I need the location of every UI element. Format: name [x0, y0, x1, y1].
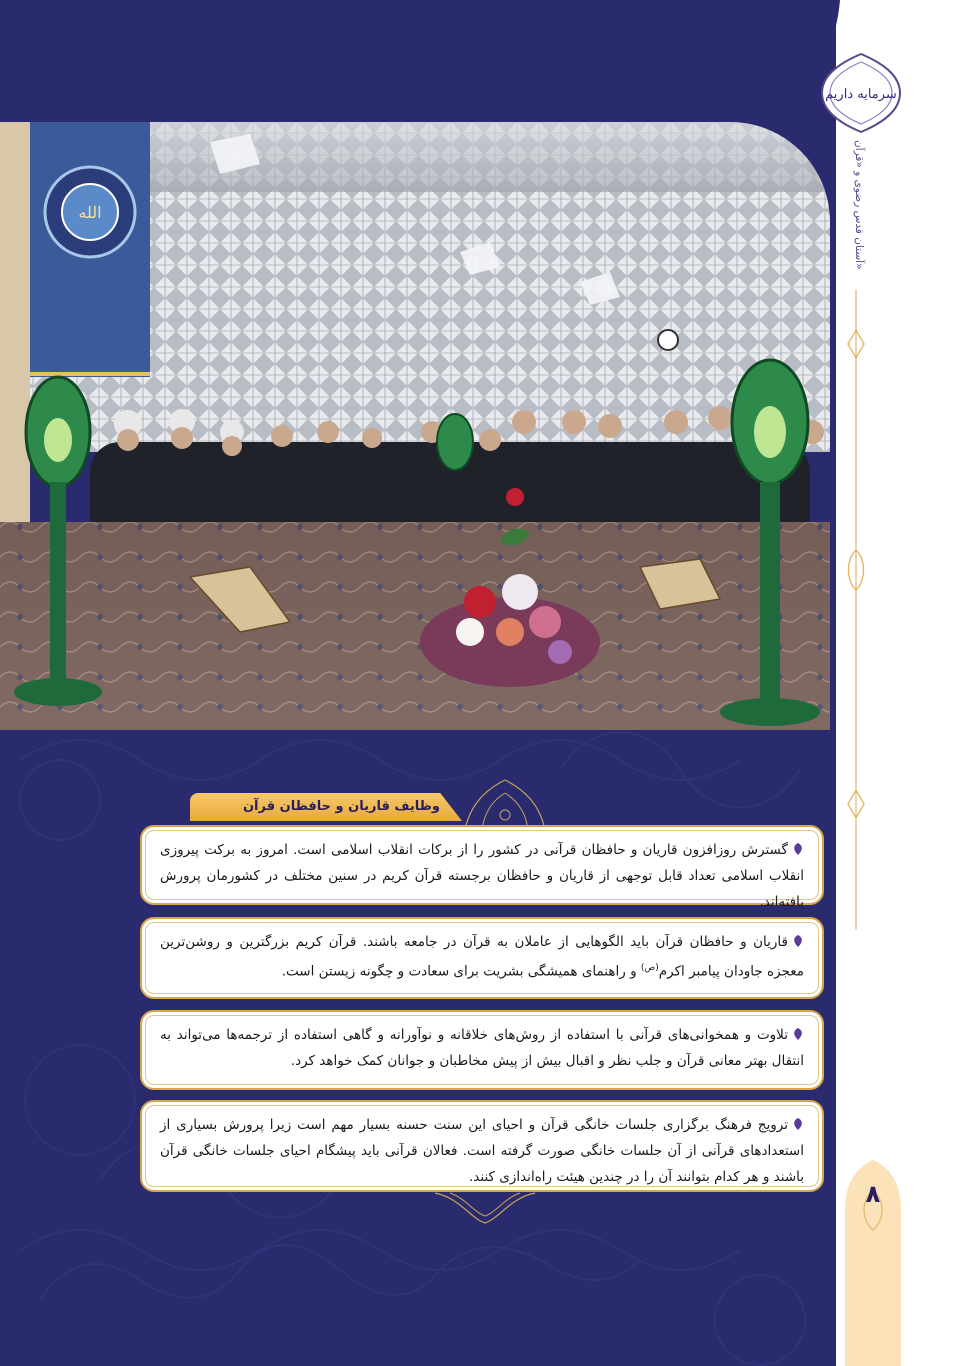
bullet-icon: [792, 843, 804, 855]
logo-text: سرمایه داریم: [825, 87, 897, 102]
card-2-text-before: قاریان و حافظان قرآن باید الگوهایی از عاملان به قرآن در جامعه باشند. قرآن کریم بزرگترین و روشن‌ترین معجزه جاودان پیامبر اکرم: [160, 934, 804, 980]
info-card-2: [140, 917, 824, 999]
card-3-text: تلاوت و همخوانی‌های قرآنی با استفاده از روش‌های خلاقانه و نوآورانه و گاهی استفاده از ترجمه‌ها می‌تواند به انتقال بهتر معانی قرآن و جلب نظر و اقبال بیش از پیش مخاطبان و جوانان کمک خواهد کرد.: [160, 1027, 804, 1069]
event-photo: [0, 122, 830, 730]
clock-icon: [658, 330, 678, 350]
logo-emblem: [820, 52, 902, 134]
page-number: ۸: [865, 1180, 881, 1208]
bottom-ornament: [430, 1188, 540, 1228]
side-ornament: [844, 290, 868, 930]
card-4-text: ترویج فرهنگ برگزاری جلسات خانگی قرآن و احیای این سنت حسنه بسیار مهم است زیرا پرورش بسیاری از استعدادهای قرآنی از آن جلسات خانگی صورت گرفته است. فعالان قرآنی باید پیشگام احیای جلسات خانگی قرآن باشند و هر کدام بتوانند آن را در چندین هیئت راه‌اندازی کنند.: [160, 1117, 804, 1185]
bullet-icon: [792, 1028, 804, 1040]
banner-text: الله: [78, 203, 102, 222]
info-card-1: [140, 825, 824, 910]
card-1-text: گسترش روزافزون قاریان و حافظان قرآنی در کشور را از برکات انقلاب اسلامی است. امروز به برکت پیروزی انقلاب اسلامی تعداد قابل توجهی از قاریان و حافظان برجسته قرآن کریم در سنین مختلف در کشورمان پرورش یافته‌اند.: [160, 842, 804, 910]
section-heading: [190, 793, 462, 821]
card-2-superscript: (ص): [640, 963, 659, 973]
section-title: وظایف قاریان و حافظان قرآن: [242, 799, 440, 814]
info-card-4: [140, 1100, 824, 1192]
info-card-3: [140, 1010, 824, 1090]
bullet-icon: [792, 1118, 804, 1130]
side-caption: آستان قدس رضوی و «قرآن»: [853, 140, 865, 270]
photo-illustration: [0, 122, 830, 730]
card-2-text-after: و راهنمای همیشگی بشریت برای سعادت و چگونه زیستن است.: [281, 963, 641, 980]
bullet-icon: [792, 935, 804, 947]
